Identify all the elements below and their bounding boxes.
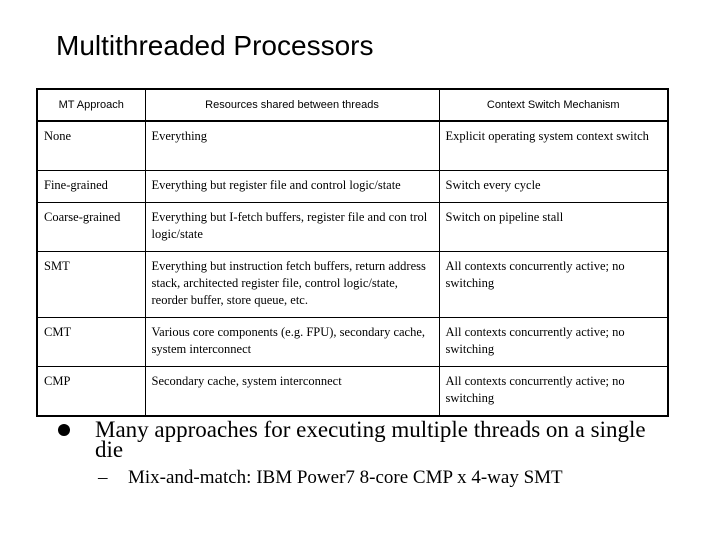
mt-approach-table [36,88,669,417]
main-bullet-text: Many approaches for executing multiple threads on a single die [95,417,646,462]
cell-resources: Everything but I-fetch buffers, register file and con trol logic/state [145,203,439,252]
table-row [37,203,668,252]
cell-approach: None [44,129,72,143]
table-row [37,171,668,203]
bullet-dot-icon [58,424,70,436]
header-resources-shared: Resources shared between threads [145,89,439,121]
cell-approach: CMT [37,318,145,367]
table-row [37,121,668,171]
table-row [37,318,668,367]
cell-approach: Coarse-grained [37,203,145,252]
slide-title: Multithreaded Processors [56,30,374,61]
table-header-row [37,89,668,121]
cell-resources: Various core components (e.g. FPU), secondary cache, system interconnect [145,318,439,367]
cell-resources: Secondary cache, system interconnect [145,367,439,417]
header-context-switch: Context Switch Mechanism [439,89,668,121]
sub-bullet-text: Mix-and-match: IBM Power7 8-core CMP x 4-way SMT [128,467,563,488]
cell-approach: SMT [37,252,145,318]
table-row [37,367,668,417]
cell-switch: All contexts concurrently active; no switching [439,367,668,417]
cell-approach: Fine-grained [37,171,145,203]
cell-switch: Switch on pipeline stall [439,203,668,252]
cell-resources: Everything [145,121,439,171]
header-mt-approach: MT Approach [37,89,145,121]
table-row [37,252,668,318]
cell-switch: Switch every cycle [439,171,668,203]
cell-switch: Explicit operating system context switch [439,121,668,171]
cell-resources: Everything but instruction fetch buffers, return address stack, architected register file, control logic/state, reorder buffer, store queue, etc. [145,252,439,318]
cell-approach: CMP [37,367,145,417]
cell-switch: All contexts concurrently active; no switching [439,318,668,367]
cell-resources: Everything but register file and control logic/state [145,171,439,203]
sub-bullet-dash: – [98,467,108,488]
cell-switch: All contexts concurrently active; no switching [439,252,668,318]
